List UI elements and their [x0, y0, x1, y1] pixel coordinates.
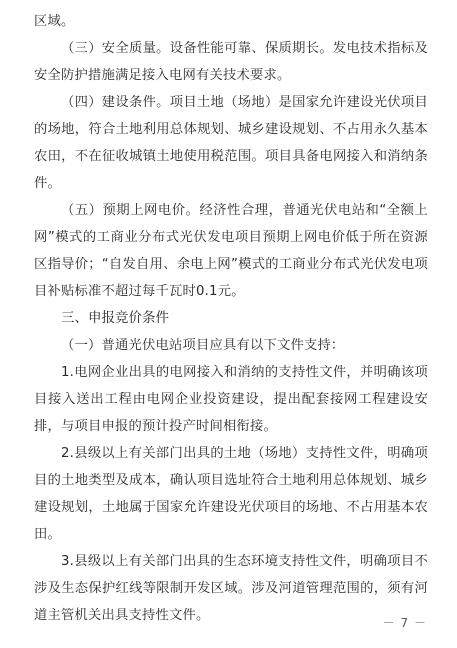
page-number: － 7 －: [382, 616, 427, 630]
section-heading: 三、申报竞价条件: [61, 310, 169, 326]
list-item: 3.县级以上有关部门出具的生态环境支持性文件，明确项目不涉及生态保护红线等限制开发区域。涉及河道管理范围的，须有河道主管机关出具支持性文件。: [34, 554, 428, 623]
paragraph-expected-price: （五）预期上网电价。经济性合理，普通光伏电站和“全额上网”模式的工商业分布式光伏发电项目预期上网电价低于所在资源区指导价；“自发自用、余电上网”模式的工商业分布式光伏发电项目补贴标准不超过每千瓦时0.1元。: [34, 203, 428, 299]
paragraph-continuation: 区域。: [34, 14, 75, 29]
subsection-heading: （一）普通光伏电站项目应具有以下文件支持：: [61, 338, 345, 353]
list-item: 2.县级以上有关部门出具的土地（场地）支持性文件，明确项目的土地类型及成本，确认项目选址符合土地利用总体规划、城乡建设规划，土地属于国家允许建设光伏项目的场地、不占用基本农田。: [34, 446, 428, 542]
document-page: [34, 8, 428, 629]
paragraph-safety-quality: （三）安全质量。设备性能可靠、保质期长。发电技术指标及安全防护措施满足接入电网有关技术要求。: [34, 41, 428, 83]
list-item: 1.电网企业出具的电网接入和消纳的支持性文件，并明确该项目接入送出工程由电网企业投资建设，提出配套接网工程建设安排，与项目申报的预计投产时间相衔接。: [34, 365, 428, 434]
paragraph-construction-conditions: （四）建设条件。项目土地（场地）是国家允许建设光伏项目的场地，符合土地利用总体规划、城乡建设规划、不占用永久基本农田，不在征收城镇土地使用税范围。项目具备电网接入和消纳条件。: [34, 95, 428, 191]
